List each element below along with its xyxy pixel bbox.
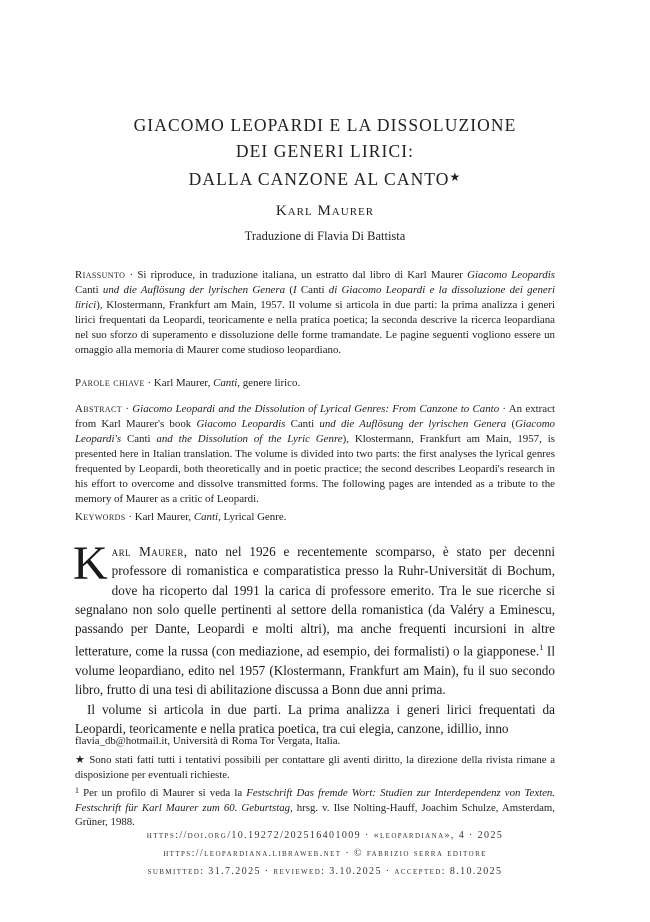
riassunto-text-2: Canti — [75, 284, 103, 296]
keywords-text-2: , Lyrical Genre. — [218, 511, 287, 523]
abstract-italic-1: Giacomo Leopardi and the Dissolution of Lyrical Genres: From Canzone to Canto — [132, 403, 500, 415]
doi-line: https://doi.org/10.19272/202516401009 · «leopardiana», 4 · 2025 — [146, 830, 504, 841]
title-line-2: DEI GENERI LIRICI: — [235, 141, 415, 161]
abstract-label: Abstract — [75, 403, 123, 415]
footnote-1-text-1: Per un profilo di Maurer si veda la — [79, 787, 247, 799]
title-line-1: GIACOMO LEOPARDI E LA DISSOLUZIONE — [133, 115, 517, 135]
abstract-text-5: ), Klostermann, Frankfurt am Main, 1957, is presented here in Italian translation. The volume is divided into two parts: the first analyses the lyrical genres frequented by Leopardi, both theoretically and in poetic practice; the second describes Leopardi's research in his effort to overcome and dissolve transmitted forms. The following pages are intended as a tribute to the memory of Maurer as a critic of Leopardi. — [75, 433, 555, 505]
body-paragraph-1 — [73, 537, 555, 700]
riassunto-label: Riassunto — [75, 269, 126, 281]
abstract-italic-2: Giacomo Leopardis — [196, 418, 286, 430]
title-line-3-text: DALLA CANZONE AL CANTO — [188, 169, 450, 189]
parole-chiave-italic: Canti — [213, 377, 238, 389]
riassunto-block — [75, 268, 555, 358]
article-body — [73, 537, 555, 738]
body-lead-small-caps: arl Maurer — [111, 544, 184, 559]
abstract-separator: · — [122, 403, 133, 415]
abstract-text-3: ( — [506, 418, 516, 430]
keywords-separator: · — [125, 511, 135, 523]
author-name: Karl Maurer — [275, 203, 375, 219]
abstract-italic-3: und die Auflösung der lyrischen Genera — [319, 418, 507, 430]
body-paragraph-2: Il volume si articola in due parti. La prima analizza i generi lirici frequentati da Leopardi, teoricamente e nella pratica poetica, tra cui elegia, canzone, idillio, inno — [75, 701, 555, 737]
abstract-italic-5: and the Dissolution of the Lyric Genre — [156, 433, 343, 445]
footnote-1-mark: 1 — [75, 786, 79, 795]
riassunto-italic-4: di Giacomo Leopardi e la dissoluzione dei generi lirici — [75, 284, 555, 311]
keywords-text-1: Karl Maurer, — [134, 511, 194, 523]
riassunto-text-3: ( — [285, 284, 293, 296]
footnote-1-text-2: , hrsg. v. Ilse Nolting-Hauff, Joachim Schulze, Amsterdam, Grüner, 1988. — [75, 801, 555, 828]
abstract-text-4: Canti — [121, 433, 157, 445]
article-title — [40, 112, 610, 192]
riassunto-italic-2: und die Auflösung der lyrischen Genera — [102, 284, 286, 296]
riassunto-separator: · — [125, 269, 138, 281]
publisher-line: https://leopardiana.libraweb.net · © fabrizio serra editore — [163, 848, 487, 859]
parole-chiave-separator: · — [144, 377, 154, 389]
drop-cap: K — [73, 537, 108, 590]
body-paragraph-1-text-b: Il volume leopardiano, edito nel 1957 (Klostermann, Frankfurt am Main), fu il suo secondo libro, frutto di una tesi di abilitazione discussa a Bonn due anni prima. — [75, 643, 555, 698]
riassunto-italic-1: Giacomo Leopardis — [467, 269, 556, 281]
parole-chiave-block — [75, 376, 555, 391]
footnote-star-text: Sono stati fatti tutti i tentativi possibili per contattare gli aventi diritto, la direzione della rivista rimane a disposizione per eventuali richieste. — [75, 754, 555, 781]
riassunto-text-1: Si riproduce, in traduzione italiana, un estratto dal libro di Karl Maurer — [137, 269, 468, 281]
footnote-star-mark: ★ — [75, 754, 86, 766]
abstract-block — [75, 402, 555, 507]
parole-chiave-label: Parole chiave — [75, 377, 145, 389]
body-paragraph-1-text: , nato nel 1926 e recentemente scomparso, è stato per decenni professore di romanistica e comparatistica presso la Ruhr-Universität di Bochum, dove ha ricoperto dal 1991 la carica di professore emerito. Tra le sue ricerche si segnalano non solo quelle pertinenti al settore della romanistica (da Valéry a Eminescu, passando per Dante, Leopardi e molti altri), ma anche frequenti incursioni in altre letterature, come la russa (con mediazione, ad esempio, dei formalisti) o la giapponese. — [75, 544, 555, 659]
translator-credit: Traduzione di Flavia Di Battista — [244, 229, 406, 243]
riassunto-text-4: Canti — [296, 284, 329, 296]
abstract-text-1: · An extract from Karl Maurer's book — [75, 403, 555, 430]
riassunto-text-5: ), Klostermann, Frankfurt am Main, 1957. Il volume si articola in due parti: la prima analizza i generi lirici frequentati da Leopardi, teoricamente e nella pratica poetica; la seconda descrive la ricerca leopardiana nel suo sforzo di superamento e dissoluzione delle forme tramandate. Le pagine seguenti vogliono essere un omaggio alla memoria di Maurer come studioso leopardiano. — [75, 299, 555, 356]
parole-chiave-text-1: Karl Maurer, — [153, 377, 214, 389]
keywords-italic: Canti — [193, 511, 219, 523]
abstract-text-2: Canti — [285, 418, 320, 430]
keywords-label: Keywords — [75, 511, 126, 523]
title-line-3 — [40, 164, 610, 192]
footnote-star — [75, 753, 555, 782]
footnote-reference-1[interactable]: 1 — [539, 643, 544, 653]
footnote-affiliation: flavia_db@hotmail.it, Università di Roma Tor Vergata, Italia. — [75, 735, 341, 747]
title-star-mark: ★ — [449, 170, 462, 184]
dates-line: submitted: 31.7.2025 · reviewed: 3.10.2025 · accepted: 8.10.2025 — [147, 866, 503, 877]
footnote-1-italic: Festschrift Das fremde Wort: Studien zur Interdependenz von Texten. Festschrift für Karl Maurer zum 60. Geburtstag — [75, 787, 555, 814]
parole-chiave-text-2: , genere lirico. — [237, 377, 301, 389]
footnote-1 — [75, 784, 555, 830]
riassunto-italic-3: I — [292, 284, 297, 296]
keywords-block — [75, 510, 555, 525]
abstract-italic-4: Giacomo Leopardi's — [75, 418, 556, 445]
